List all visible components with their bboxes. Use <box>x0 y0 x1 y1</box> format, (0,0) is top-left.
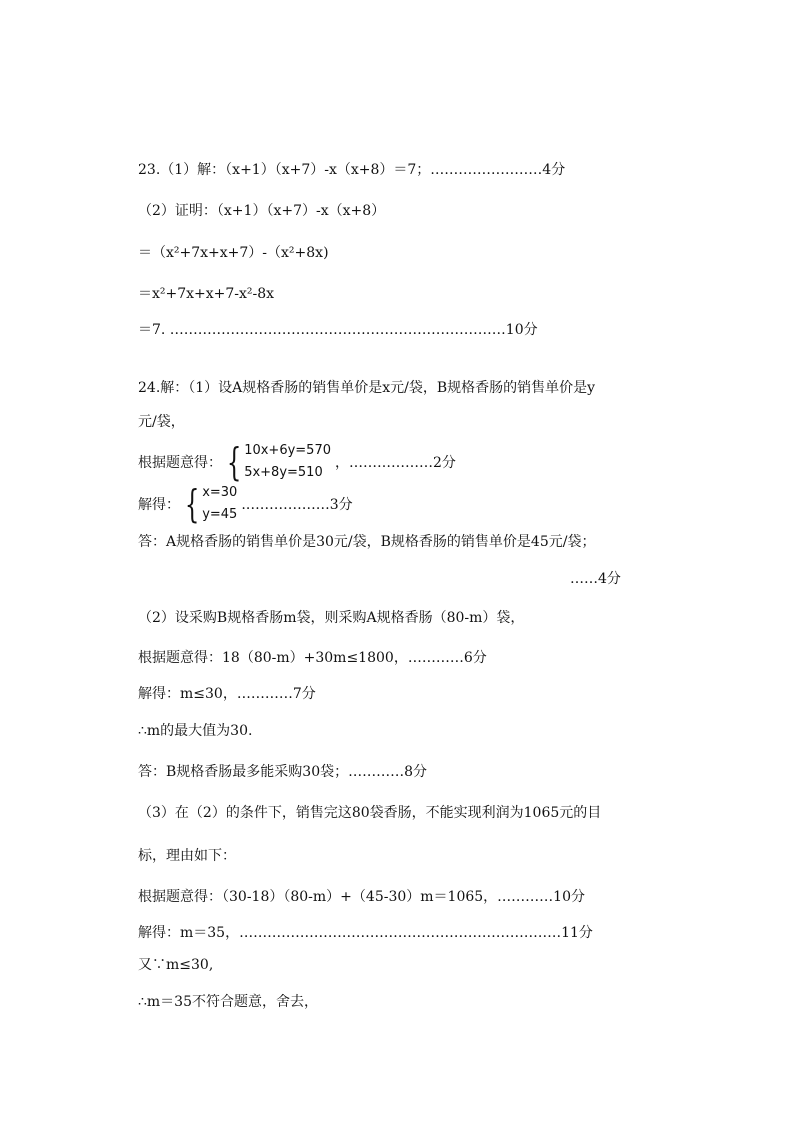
system2-eq2: y=45 <box>202 507 238 522</box>
q24-part1-setup: 24.解：（1）设A规格香肠的销售单价是x元/袋，B规格香肠的销售单价是y <box>138 380 596 396</box>
system1-score: ，………………2分 <box>335 455 456 471</box>
q23-result: ＝7. ………………………………………………………………10分 <box>138 322 538 338</box>
left-brace-icon: { <box>184 482 200 526</box>
q24-part2-max: ∴m的最大值为30. <box>138 723 253 739</box>
system2-score: .………………3分 <box>241 497 353 513</box>
q24-part2-setup: （2）设采购B规格香肠m袋，则采购A规格香肠（80-m）袋， <box>138 610 525 626</box>
q24-answer2: 答：B规格香肠最多能采购30袋；…………8分 <box>138 764 428 780</box>
q24-part3-solution: 解得：m＝35，……………………………………………………………11分 <box>138 925 593 941</box>
q23-step1: ＝（x²+7x+x+7）-（x²+8x) <box>138 245 329 261</box>
q24-part3-equation: 根据题意得：（30-18）（80-m）+（45-30）m＝1065，…………10分 <box>138 889 585 905</box>
system1-prefix: 根据题意得： <box>138 455 222 471</box>
left-brace-icon: { <box>226 440 242 484</box>
q24-part3-conclusion: ∴m＝35不符合题意，舍去， <box>138 994 318 1010</box>
system2-eq1: x=30 <box>202 485 238 500</box>
system2-prefix: 解得： <box>138 497 180 513</box>
q24-part3-intro-cont: 标，理由如下： <box>138 848 236 864</box>
q23-part1: 23.（1）解：（x+1）（x+7）-x（x+8）＝7；……………………4分 <box>138 162 566 178</box>
q23-step2: ＝x²+7x+x+7-x²-8x <box>138 286 275 302</box>
system1-eq2: 5x+8y=510 <box>244 465 323 480</box>
q24-part2-inequality: 根据题意得：18（80-m）+30m≤1800，…………6分 <box>138 650 487 666</box>
q24-answer1-score: ……4分 <box>570 571 621 587</box>
equation-system-2 <box>138 482 353 526</box>
q24-part3-condition: 又∵m≤30, <box>138 957 214 973</box>
q24-answer1: 答：A规格香肠的销售单价是30元/袋，B规格香肠的销售单价是45元/袋； <box>138 534 596 550</box>
q23-part2-intro: （2）证明：（x+1）（x+7）-x（x+8） <box>138 203 386 219</box>
q24-part2-solution: 解得：m≤30，…………7分 <box>138 686 316 702</box>
q24-part3-intro: （3）在（2）的条件下，销售完这80袋香肠，不能实现利润为1065元的目 <box>138 805 602 821</box>
equation-system-1 <box>138 440 456 484</box>
q24-part1-setup-cont: 元/袋， <box>138 414 185 430</box>
system1-eq1: 10x+6y=570 <box>244 443 331 458</box>
